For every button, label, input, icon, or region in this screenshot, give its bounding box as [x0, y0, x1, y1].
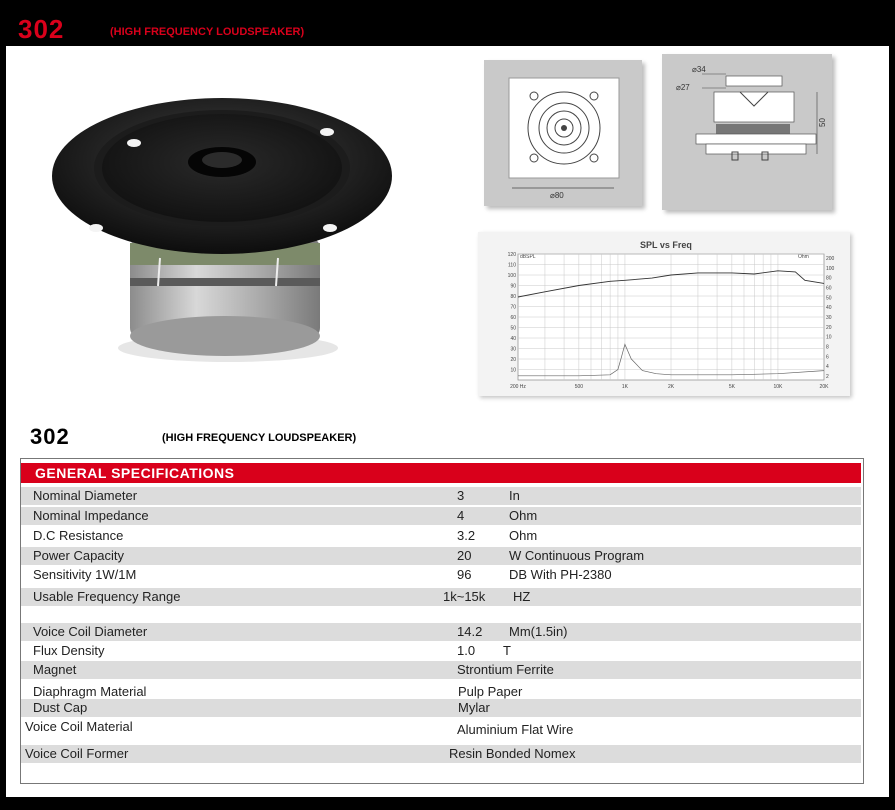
chart-right-tick: 100: [826, 265, 835, 272]
spec-label: Voice Coil Diameter: [33, 624, 148, 639]
chart-right-tick: 4: [826, 364, 829, 371]
chart-right-tick: 30: [826, 315, 832, 321]
spec-label: Flux Density: [33, 643, 105, 658]
chart-x-tick: 20K: [819, 384, 829, 390]
chart-right-tick: 8: [826, 344, 829, 351]
chart-y-tick: 60: [510, 315, 516, 321]
spec-label: Power Capacity: [33, 548, 125, 563]
header-subtitle: (HIGH FREQUENCY LOUDSPEAKER): [110, 26, 305, 38]
model-number: 302: [30, 424, 70, 449]
spec-value: 1k~15k: [443, 589, 486, 604]
spec-label: Sensitivity 1W/1M: [33, 567, 137, 582]
model-subtitle: (HIGH FREQUENCY LOUDSPEAKER): [162, 432, 357, 444]
spec-value: Mylar: [458, 700, 490, 715]
spec-header: GENERAL SPECIFICATIONS: [21, 463, 861, 483]
spec-value: 4: [457, 508, 465, 523]
spec-label: Magnet: [33, 662, 77, 677]
side-height-label: 50: [818, 118, 827, 127]
chart-x-tick: 200 Hz: [510, 384, 526, 390]
chart-y-tick: 70: [510, 304, 516, 311]
chart-right-tick: 60: [826, 285, 832, 292]
chart-x-tick: 2K: [667, 384, 675, 390]
spec-unit: T: [503, 643, 511, 658]
spec-value: 96: [457, 567, 472, 582]
spec-row: [21, 699, 861, 717]
spec-value: 20: [457, 548, 472, 563]
spec-row: [21, 745, 861, 763]
spec-table: [20, 458, 864, 784]
spec-value: 14.2: [457, 624, 483, 639]
spec-value: Resin Bonded Nomex: [449, 746, 576, 761]
chart-y-tick: 120: [507, 252, 516, 258]
side-dim-27-label: ⌀27: [676, 83, 690, 92]
side-dim-34-label: ⌀34: [692, 65, 706, 74]
chart-x-tick: 10K: [773, 384, 783, 390]
spec-row: [21, 623, 861, 641]
spec-unit: Ohm: [509, 528, 538, 543]
spec-row: [21, 547, 861, 565]
spec-value: Aluminium Flat Wire: [457, 722, 574, 737]
spec-label: Nominal Diameter: [33, 488, 138, 503]
spec-row: [21, 642, 861, 660]
speaker-photo: [50, 78, 400, 368]
front-diameter-label: ⌀80: [550, 191, 564, 200]
spec-value: 3.2: [457, 528, 476, 543]
spec-label: Voice Coil Former: [25, 746, 129, 761]
spec-unit: HZ: [513, 589, 531, 604]
chart-y-tick: 30: [510, 346, 516, 353]
chart-y-tick: 10: [510, 367, 516, 374]
spec-row: [21, 487, 861, 505]
spec-unit: In: [509, 488, 520, 503]
spec-row: [21, 661, 861, 679]
chart-ylabel-right: Ohm: [798, 254, 809, 260]
chart-x-tick: 5K: [728, 384, 735, 390]
header-model-number: 302: [18, 14, 65, 44]
chart-x-tick: 500: [574, 384, 584, 390]
chart-right-tick: 200: [826, 256, 835, 262]
chart-x-tick: 1K: [621, 384, 629, 390]
spec-value: Pulp Paper: [458, 684, 523, 699]
chart-right-tick: 2: [826, 374, 829, 380]
spec-label: Nominal Impedance: [33, 508, 149, 523]
spec-label: Usable Frequency Range: [33, 589, 181, 604]
chart-y-tick: 20: [510, 357, 516, 363]
spec-unit: Mm(1.5in): [509, 624, 568, 639]
spec-label: D.C Resistance: [33, 528, 124, 543]
front-view-drawing: [484, 60, 642, 206]
spec-value: 3: [457, 488, 465, 503]
chart-right-tick: 6: [826, 354, 829, 361]
spec-row: [21, 507, 861, 525]
chart-right-tick: 20: [826, 324, 832, 331]
spec-row: [21, 718, 861, 736]
chart-y-tick: 110: [508, 262, 516, 269]
spec-label: Voice Coil Material: [25, 719, 133, 734]
spl-vs-freq-chart: [478, 232, 850, 396]
chart-y-tick: 80: [510, 294, 516, 300]
chart-y-tick: 90: [510, 283, 516, 290]
chart-right-tick: 50: [826, 295, 832, 302]
spec-unit: DB With PH-2380: [509, 567, 612, 582]
chart-right-tick: 80: [826, 275, 832, 282]
spec-label: Diaphragm Material: [33, 684, 147, 699]
chart-ylabel-left: dBSPL: [520, 254, 536, 260]
spec-row: [21, 588, 861, 606]
chart-title: SPL vs Freq: [640, 240, 692, 250]
spec-row: [21, 527, 861, 545]
chart-y-tick: 40: [510, 336, 516, 342]
spec-label: Dust Cap: [33, 700, 88, 715]
chart-y-tick: 100: [507, 273, 516, 279]
chart-right-tick: 10: [826, 334, 832, 341]
spec-row: [21, 566, 861, 584]
side-view-drawing: [662, 54, 832, 210]
spec-value: Strontium Ferrite: [457, 662, 554, 677]
chart-y-tick: 50: [510, 325, 516, 332]
spec-unit: W Continuous Program: [509, 548, 645, 563]
spec-value: 1.0: [457, 643, 476, 658]
spec-unit: Ohm: [509, 508, 538, 523]
chart-right-tick: 40: [826, 305, 832, 312]
